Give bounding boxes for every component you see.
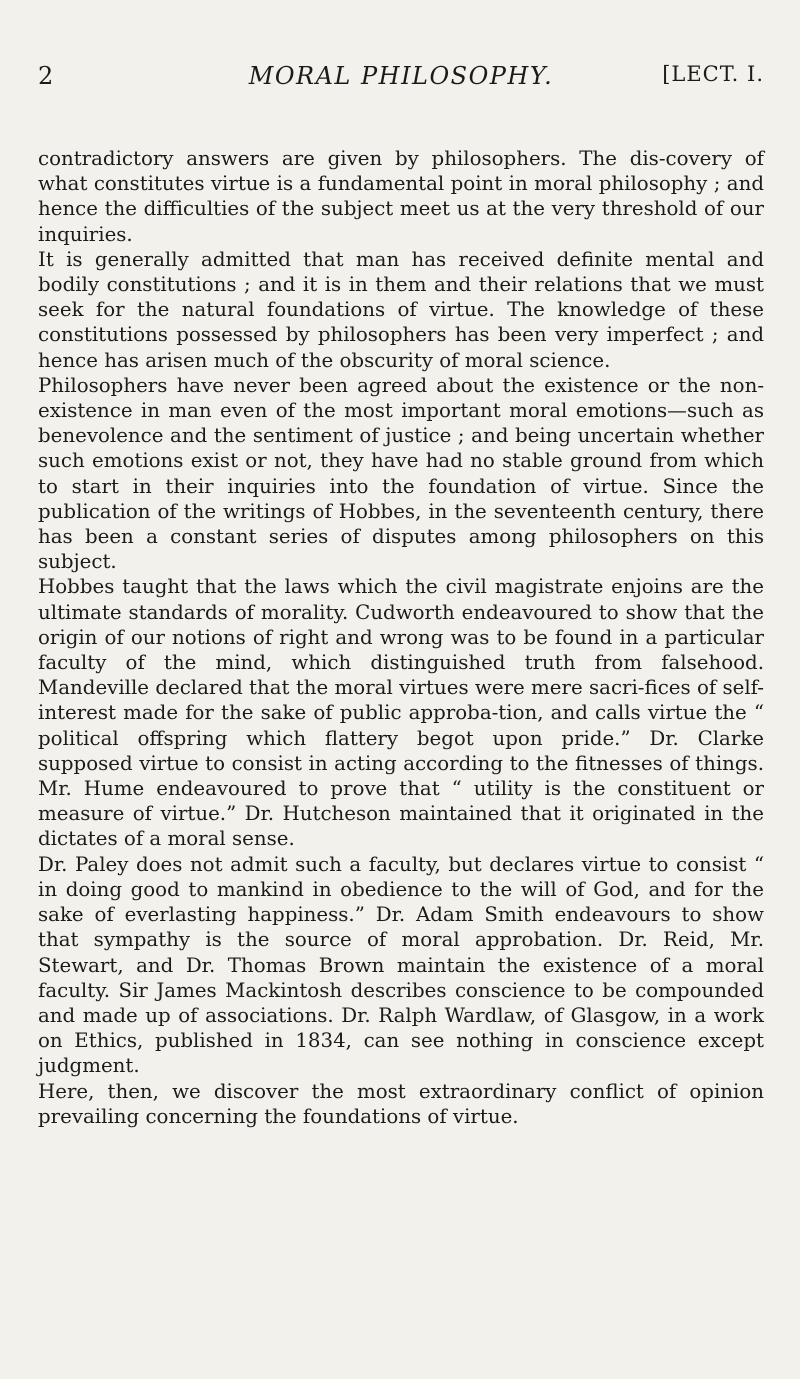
- paragraph-3: Philosophers have never been agreed about the existence or the non-existence in man even of the most important moral emotions—such as benevolence and the sentiment of justice ; and being uncertain whether such emotions exist or not, they have had no stable ground from which to start in their inquiries into the foundation of virtue. Since the publication of the writings of Hobbes, in the seventeenth century, there has been a constant series of disputes among philosophers on this subject.: [38, 373, 764, 574]
- book-page: [38, 56, 764, 1129]
- paragraph-6: Here, then, we discover the most extraordinary conflict of opinion prevailing concerning the foundations of virtue.: [38, 1079, 764, 1128]
- running-title: MORAL PHILOSOPHY.: [248, 62, 554, 90]
- paragraph-4: Hobbes taught that the laws which the civil magistrate enjoins are the ultimate standards of morality. Cudworth endeavoured to show that the origin of our notions of right and wrong was to be found in a particular faculty of the mind, which distinguished truth from falsehood. Mandeville declared that the moral virtues were mere sacri-fices of self-interest made for the sake of public approba-tion, and calls virtue the “ political offspring which flattery begot upon pride.” Dr. Clarke supposed virtue to consist in acting according to the fitnesses of things. Mr. Hume endeavoured to prove that “ utility is the constituent or measure of virtue.” Dr. Hutcheson maintained that it originated in the dictates of a moral sense.: [38, 575, 764, 851]
- page-number: 2: [38, 62, 54, 90]
- lecture-reference: [LECT. I.: [662, 62, 764, 86]
- paragraph-2: It is generally admitted that man has received definite mental and bodily constitutions ; and it is in them and their relations that we must seek for the natural foundations of virtue. The knowledge of these constitutions possessed by philosophers has been very imperfect ; and hence has arisen much of the obscurity of moral science.: [38, 247, 764, 372]
- running-header: [38, 56, 764, 96]
- paragraph-1: contradictory answers are given by philosophers. The dis-covery of what constitutes virtue is a fundamental point in moral philosophy ; and hence the difficulties of the subject meet us at the very threshold of our inquiries.: [38, 147, 764, 246]
- body-text: [38, 146, 764, 1129]
- paragraph-5: Dr. Paley does not admit such a faculty, but declares virtue to consist “ in doing good to mankind in obedience to the will of God, and for the sake of everlasting happiness.” Dr. Adam Smith endeavours to show that sympathy is the source of moral approbation. Dr. Reid, Mr. Stewart, and Dr. Thomas Brown maintain the existence of a moral faculty. Sir James Mackintosh describes conscience to be compounded and made up of associations. Dr. Ralph Wardlaw, of Glasgow, in a work on Ethics, published in 1834, can see nothing in conscience except judgment.: [38, 852, 764, 1078]
